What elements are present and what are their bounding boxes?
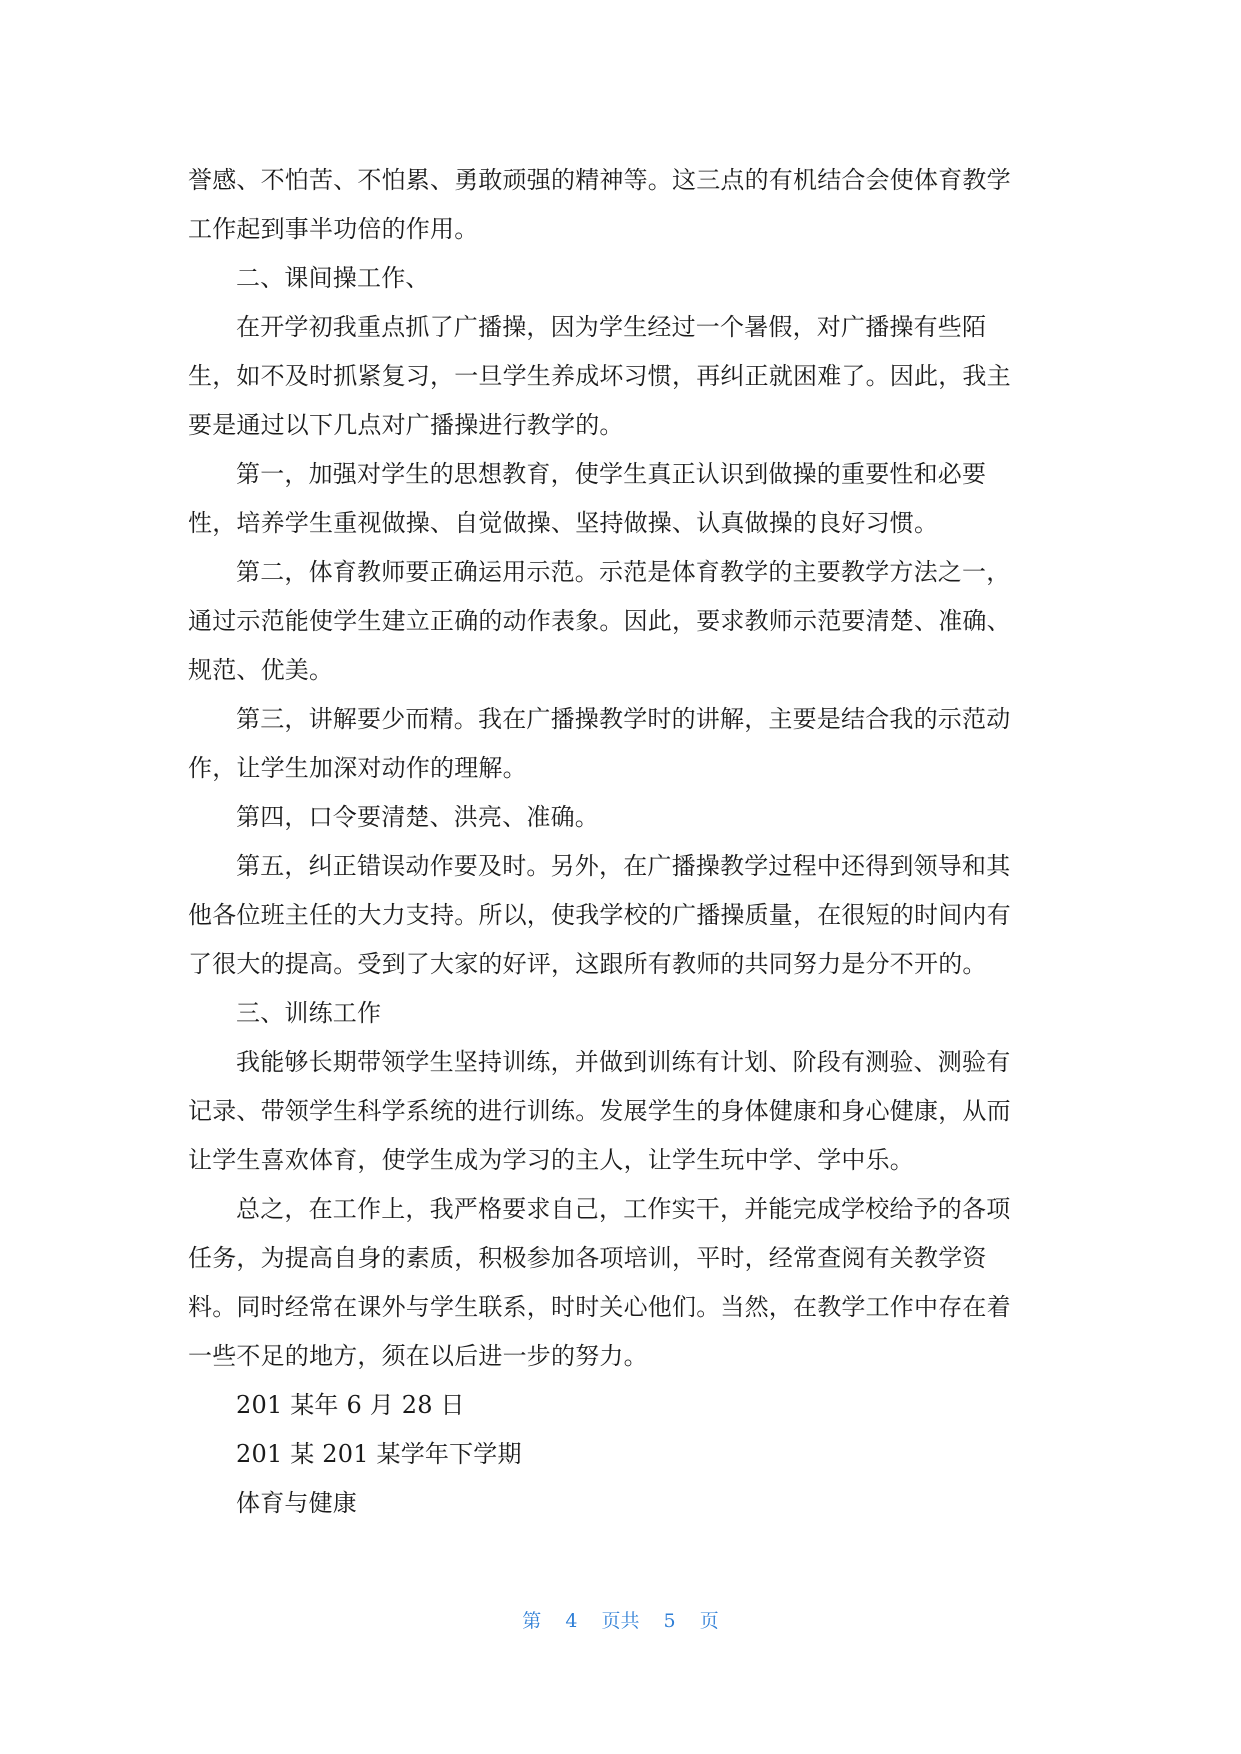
section-heading: 三、训练工作 <box>236 999 382 1027</box>
paragraph-line: 作，让学生加深对动作的理解。 <box>188 754 527 782</box>
paragraph-line: 第四，口令要清楚、洪亮、准确。 <box>236 803 599 831</box>
paragraph-line: 要是通过以下几点对广播操进行教学的。 <box>188 411 624 439</box>
term-line: 201 某 201 某学年下学期 <box>236 1440 522 1468</box>
paragraph-line: 工作起到事半功倍的作用。 <box>188 215 479 243</box>
paragraph-line: 第一，加强对学生的思想教育，使学生真正认识到做操的重要性和必要 <box>236 460 987 488</box>
paragraph-line: 第二，体育教师要正确运用示范。示范是体育教学的主要教学方法之一， <box>236 558 1011 586</box>
paragraph-line: 他各位班主任的大力支持。所以，使我学校的广播操质量，在很短的时间内有 <box>188 901 1011 929</box>
page-footer <box>0 1606 1241 1633</box>
paragraph-line: 我能够长期带领学生坚持训练，并做到训练有计划、阶段有测验、测验有 <box>236 1048 1011 1076</box>
footer-prefix: 第 <box>522 1610 542 1632</box>
paragraph-line: 一些不足的地方，须在以后进一步的努力。 <box>188 1342 648 1370</box>
subject-line: 体育与健康 <box>236 1489 357 1517</box>
paragraph-line: 第五，纠正错误动作要及时。另外，在广播操教学过程中还得到领导和其 <box>236 852 1011 880</box>
total-page-count: 5 <box>663 1610 676 1632</box>
paragraph-line: 第三，讲解要少而精。我在广播操教学时的讲解，主要是结合我的示范动 <box>236 705 1011 733</box>
paragraph-line: 记录、带领学生科学系统的进行训练。发展学生的身体健康和身心健康，从而 <box>188 1097 1011 1125</box>
footer-middle: 页共 <box>601 1610 640 1632</box>
section-heading: 二、课间操工作、 <box>236 264 430 292</box>
paragraph-line: 让学生喜欢体育，使学生成为学习的主人，让学生玩中学、学中乐。 <box>188 1146 914 1174</box>
paragraph-line: 了很大的提高。受到了大家的好评，这跟所有教师的共同努力是分不开的。 <box>188 950 987 978</box>
document-body <box>188 156 1048 1528</box>
paragraph-line: 总之，在工作上，我严格要求自己，工作实干，并能完成学校给予的各项 <box>236 1195 1011 1223</box>
paragraph-line: 誉感、不怕苦、不怕累、勇敢顽强的精神等。这三点的有机结合会使体育教学 <box>188 166 1011 194</box>
date-line: 201 某年 6 月 28 日 <box>236 1391 465 1419</box>
paragraph-line: 生，如不及时抓紧复习，一旦学生养成坏习惯，再纠正就困难了。因此，我主 <box>188 362 1011 390</box>
current-page-number: 4 <box>565 1610 578 1632</box>
paragraph-line: 规范、优美。 <box>188 656 334 684</box>
paragraph-line: 性，培养学生重视做操、自觉做操、坚持做操、认真做操的良好习惯。 <box>188 509 939 537</box>
footer-suffix: 页 <box>699 1610 719 1632</box>
paragraph-line: 任务，为提高自身的素质，积极参加各项培训，平时，经常查阅有关教学资 <box>188 1244 987 1272</box>
paragraph-line: 在开学初我重点抓了广播操，因为学生经过一个暑假，对广播操有些陌 <box>236 313 987 341</box>
paragraph-line: 通过示范能使学生建立正确的动作表象。因此，要求教师示范要清楚、准确、 <box>188 607 1011 635</box>
paragraph-line: 料。同时经常在课外与学生联系，时时关心他们。当然，在教学工作中存在着 <box>188 1293 1011 1321</box>
